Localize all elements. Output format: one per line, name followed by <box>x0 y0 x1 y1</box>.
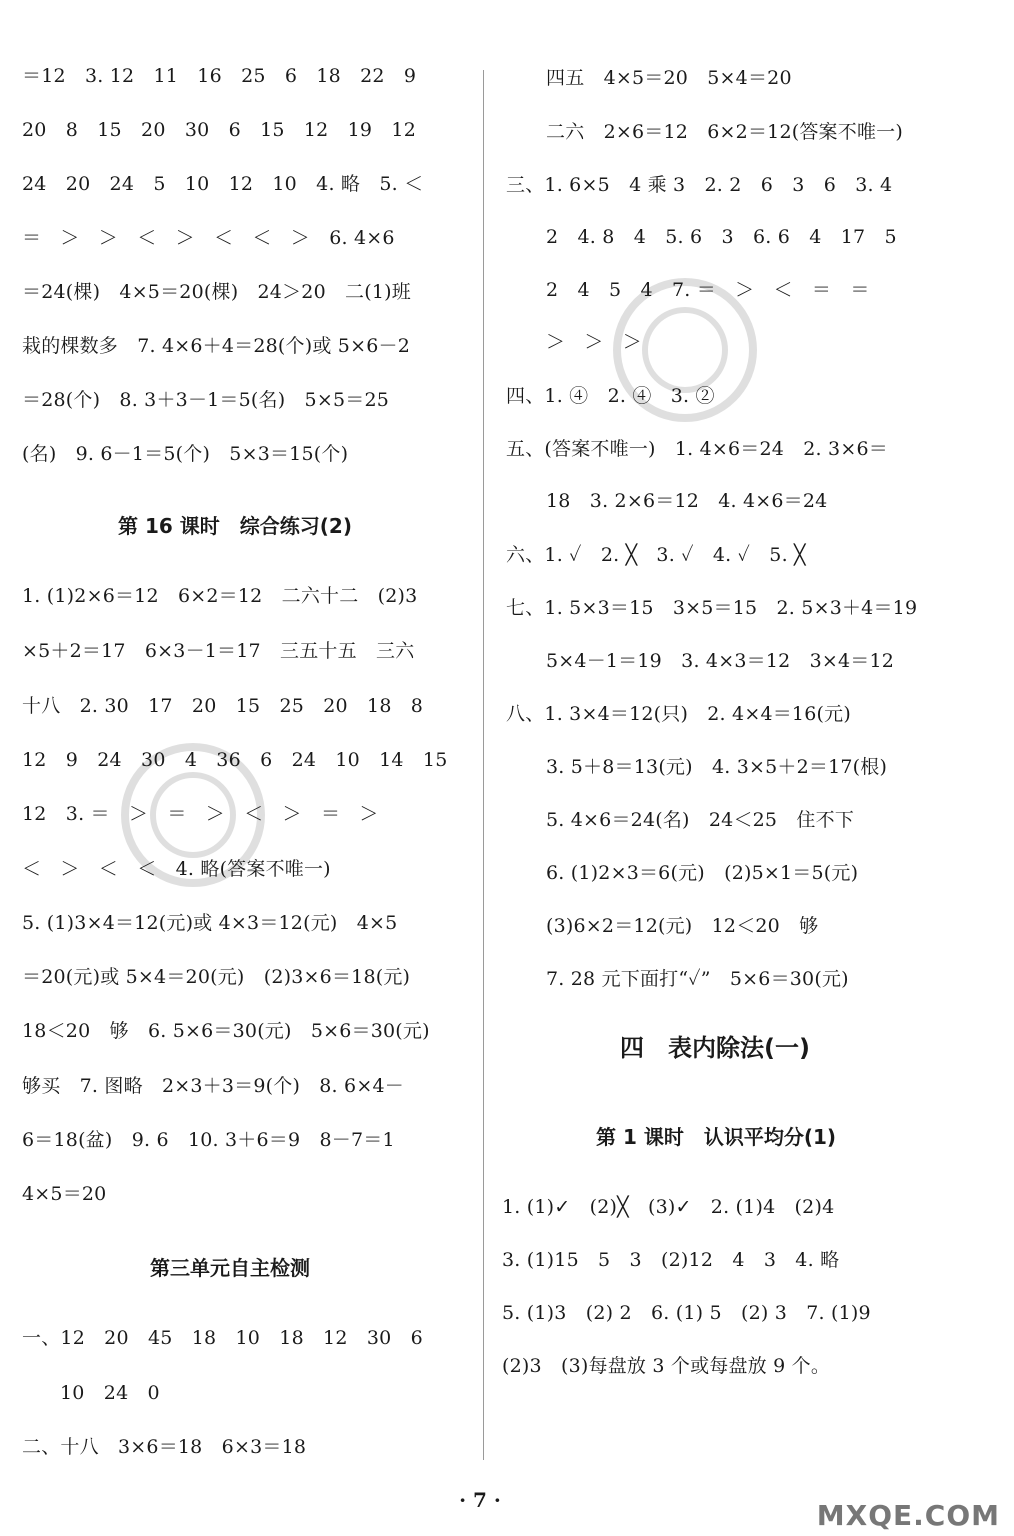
answer-line: ＜ ＞ ＜ ＜ 4. 略(答案不唯一) <box>22 858 331 880</box>
answer-line: 够买 7. 图略 2×3＋3＝9(个) 8. 6×4－ <box>22 1075 404 1097</box>
answer-line: 7. 28 元下面打“✓” 5×6＝30(元) <box>546 968 849 990</box>
answer-line: 一、12 20 45 18 10 18 12 30 6 <box>22 1327 423 1349</box>
answer-line: 1. (1)2×6＝12 6×2＝12 二六十二 (2)3 <box>22 585 418 607</box>
answer-line: 八、1. 3×4＝12(只) 2. 4×4＝16(元) <box>506 703 851 725</box>
answer-line: 2 4. 8 4 5. 6 3 6. 6 4 17 5 <box>546 226 897 248</box>
answer-line: 12 3. ＝ ＞ ＝ ＞ ＜ ＞ ＝ ＞ <box>22 803 379 825</box>
answer-line: (3)6×2＝12(元) 12＜20 够 <box>546 915 819 937</box>
answer-line: 十八 2. 30 17 20 15 25 20 18 8 <box>22 695 424 717</box>
answer-line: 四、1. ④ 2. ④ 3. ② <box>506 385 715 407</box>
answer-line: 5. (1)3×4＝12(元)或 4×3＝12(元) 4×5 <box>22 912 398 934</box>
section-heading: 第 1 课时 认识平均分(1) <box>596 1125 837 1149</box>
chapter-heading: 四 表内除法(一) <box>620 1034 810 1062</box>
page-number: · 7 · <box>459 1488 501 1512</box>
answer-line: ＝20(元)或 5×4＝20(元) (2)3×6＝18(元) <box>22 966 411 988</box>
answer-line: 18 3. 2×6＝12 4. 4×6＝24 <box>546 490 828 512</box>
answer-line: (2)3 (3)每盘放 3 个或每盘放 9 个。 <box>502 1355 831 1377</box>
section-heading: 第三单元自主检测 <box>150 1256 310 1280</box>
answer-line: 12 9 24 30 4 36 6 24 10 14 15 <box>22 749 448 771</box>
answer-line: 6. (1)2×3＝6(元) (2)5×1＝5(元) <box>546 862 859 884</box>
answer-line: 3. 5＋8＝13(元) 4. 3×5＋2＝17(根) <box>546 756 888 778</box>
answer-line: 5. (1)3 (2) 2 6. (1) 5 (2) 3 7. (1)9 <box>502 1302 871 1324</box>
answer-line: ＝28(个) 8. 3＋3－1＝5(名) 5×5＝25 <box>22 389 390 411</box>
answer-line: 二六 2×6＝12 6×2＝12(答案不唯一) <box>546 121 903 143</box>
answer-line: 3. (1)15 5 3 (2)12 4 3 4. 略 <box>502 1249 840 1271</box>
answer-line: 四五 4×5＝20 5×4＝20 <box>546 67 792 89</box>
answer-line: ＝12 3. 12 11 16 25 6 18 22 9 <box>22 65 417 87</box>
answer-line: 18＜20 够 6. 5×6＝30(元) 5×6＝30(元) <box>22 1020 430 1042</box>
answer-line: 10 24 0 <box>60 1382 160 1404</box>
answer-line: 1. (1)✓ (2)╳ (3)✓ 2. (1)4 (2)4 <box>502 1196 835 1218</box>
answer-line: 24 20 24 5 10 12 10 4. 略 5. ＜ <box>22 173 424 195</box>
watermark-logo: MXQE.COM <box>816 1499 1000 1532</box>
section-heading: 第 16 课时 综合练习(2) <box>118 514 352 538</box>
answer-line: ＞ ＞ ＞ <box>546 331 643 353</box>
answer-line: 六、1. ✓ 2. ╳ 3. ✓ 4. ✓ 5. ╳ <box>506 544 806 566</box>
answer-line: 5×4－1＝19 3. 4×3＝12 3×4＝12 <box>546 650 895 672</box>
column-divider <box>483 70 484 1460</box>
answer-line: 6＝18(盆) 9. 6 10. 3＋6＝9 8－7＝1 <box>22 1129 395 1151</box>
answer-line: 五、(答案不唯一) 1. 4×6＝24 2. 3×6＝ <box>506 438 888 460</box>
answer-line: 20 8 15 20 30 6 15 12 19 12 <box>22 119 416 141</box>
answer-line: 二、十八 3×6＝18 6×3＝18 <box>22 1436 307 1458</box>
answer-line: ＝ ＞ ＞ ＜ ＞ ＜ ＜ ＞ 6. 4×6 <box>22 227 395 249</box>
answer-line: 三、1. 6×5 4 乘 3 2. 2 6 3 6 3. 4 <box>506 174 893 196</box>
answer-line: 2 4 5 4 7. ＝ ＞ ＜ ＝ ＝ <box>546 279 870 301</box>
answer-line: 5. 4×6＝24(名) 24＜25 住不下 <box>546 809 855 831</box>
answer-line: (名) 9. 6－1＝5(个) 5×3＝15(个) <box>22 443 349 465</box>
answer-line: 4×5＝20 <box>22 1183 107 1205</box>
answer-line: ＝24(棵) 4×5＝20(棵) 24＞20 二(1)班 <box>22 281 411 303</box>
answer-line: ×5＋2＝17 6×3－1＝17 三五十五 三六 <box>22 640 415 662</box>
answer-line: 栽的棵数多 7. 4×6＋4＝28(个)或 5×6－2 <box>22 335 410 357</box>
answer-line: 七、1. 5×3＝15 3×5＝15 2. 5×3＋4＝19 <box>506 597 918 619</box>
